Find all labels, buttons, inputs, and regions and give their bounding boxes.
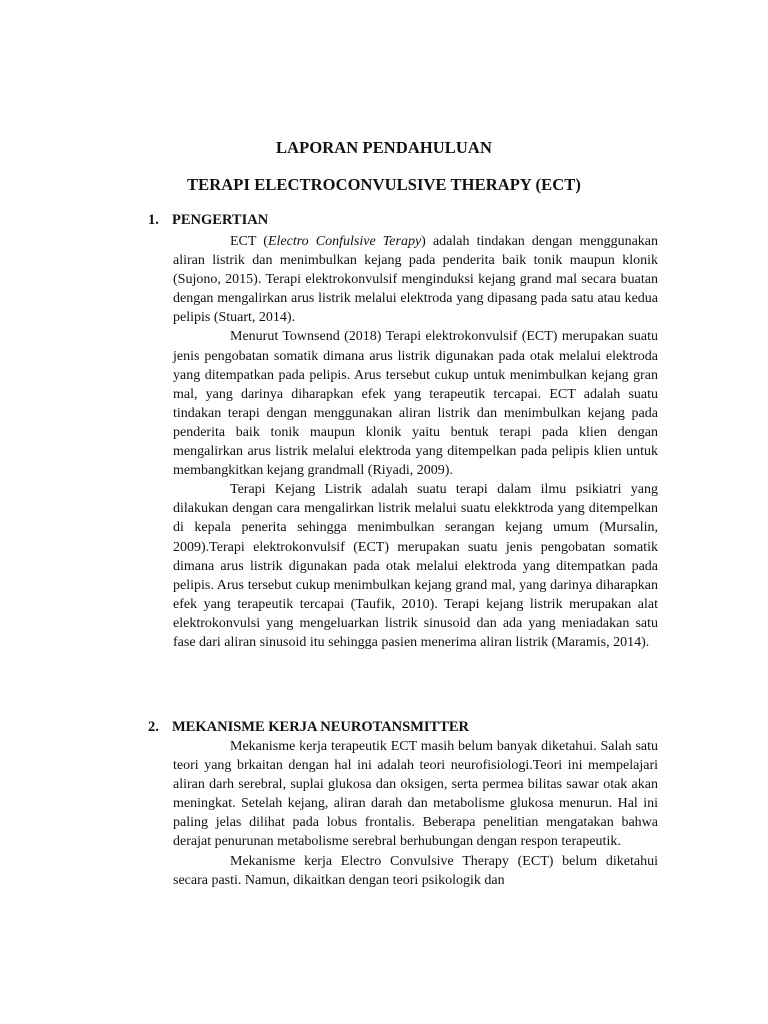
document-title: LAPORAN PENDAHULUAN [276,138,492,157]
section-body-mekanisme [173,737,658,890]
paragraph-text: ) adalah tindakan dengan menggunakan aliran listrik dan menimbulkan kejang pada penderita baik tonik maupun klonik (Sujono, 2015). Terapi elektrokonvulsif menginduksi kejang grand mal secara buatan dengan mengalirkan arus listrik melalui elektroda yang dipasang pada satu atau kedua pelipis (Stuart, 2014). [173,234,659,326]
paragraph-emphasis: Electro Confulsive Terapy [267,234,422,249]
section-number: 1. [148,212,159,228]
paragraph: Mekanisme kerja terapeutik ECT masih belum banyak diketahui. Salah satu teori yang brkaitan dengan hal ini adalah teori neurofisiologi.Teori ini mempelajari aliran darh serebral, suplai glukosa dan oksigen, serta permea bilitas sawar otak akan meningkat. Setelah kejang, aliran darah dan metabolisme glukosa menurun. Hal ini paling jelas dilihat pada lobus frontalis. Beberapa penelitian mengatakan bahwa derajat penurunan metabolisme serebral berhubungan dengan respon terapeutik. [173,739,658,850]
section-body-pengertian [173,232,658,652]
section-title: MEKANISME KERJA NEUROTANSMITTER [172,719,470,735]
paragraph-lead: ECT ( [230,234,268,249]
paragraph: Menurut Townsend (2018) Terapi elektrokonvulsif (ECT) merupakan suatu jenis pengobatan somatik dimana arus listrik digunakan pada otak melalui elektroda yang ditempatkan pada pelipis. Arus tersebut cukup untuk menimbulkan kejang gran mal, yang darinya diharapkan efek yang terapeutik tercapai. ECT adalah suatu tindakan terapi dengan menggunakan aliran listrik dan menimbulkan kejang pada penderita baik tonik maupun klonik yaitu bentuk terapi pada klien dengan mengalirkan arus listrik melalui elektroda yang ditempelkan pada pelipis klien untuk membangkitkan kejang grandmall (Riyadi, 2009). [173,329,658,479]
section-title: PENGERTIAN [172,212,269,228]
section-heading-pengertian [148,212,268,229]
document-subtitle: TERAPI ELECTROCONVULSIVE THERAPY (ECT) [187,175,581,194]
section-heading-mekanisme [148,719,469,736]
section-number: 2. [148,719,159,735]
paragraph: Terapi Kejang Listrik adalah suatu terapi dalam ilmu psikiatri yang dilakukan dengan cara mengalirkan listrik melalui suatu elekktroda yang ditempelkan di kepala penerita sehingga menimbulkan serangan kejang umum (Mursalin, 2009).Terapi elektrokonvulsif (ECT) merupakan suatu jenis pengobatan somatik dimana arus listrik digunakan pada otak melalui elektroda yang ditempatkan pada pelipis. Arus tersebut cukup menimbulkan kejang grand mal, yang darinya diharapkan efek yang terapeutik tercapai (Taufik, 2010). Terapi kejang listrik merupakan alat elektrokonvulsi yang mengeluarkan listrik sinusoid dan ada yang meniadakan satu fase dari aliran sinusoid itu sehingga pasien menerima aliran listrik (Maramis, 2014). [173,482,658,650]
paragraph [173,232,658,327]
paragraph: Mekanisme kerja Electro Convulsive Therapy (ECT) belum diketahui secara pasti. Namun, dikaitkan dengan teori psikologik dan [173,853,658,888]
